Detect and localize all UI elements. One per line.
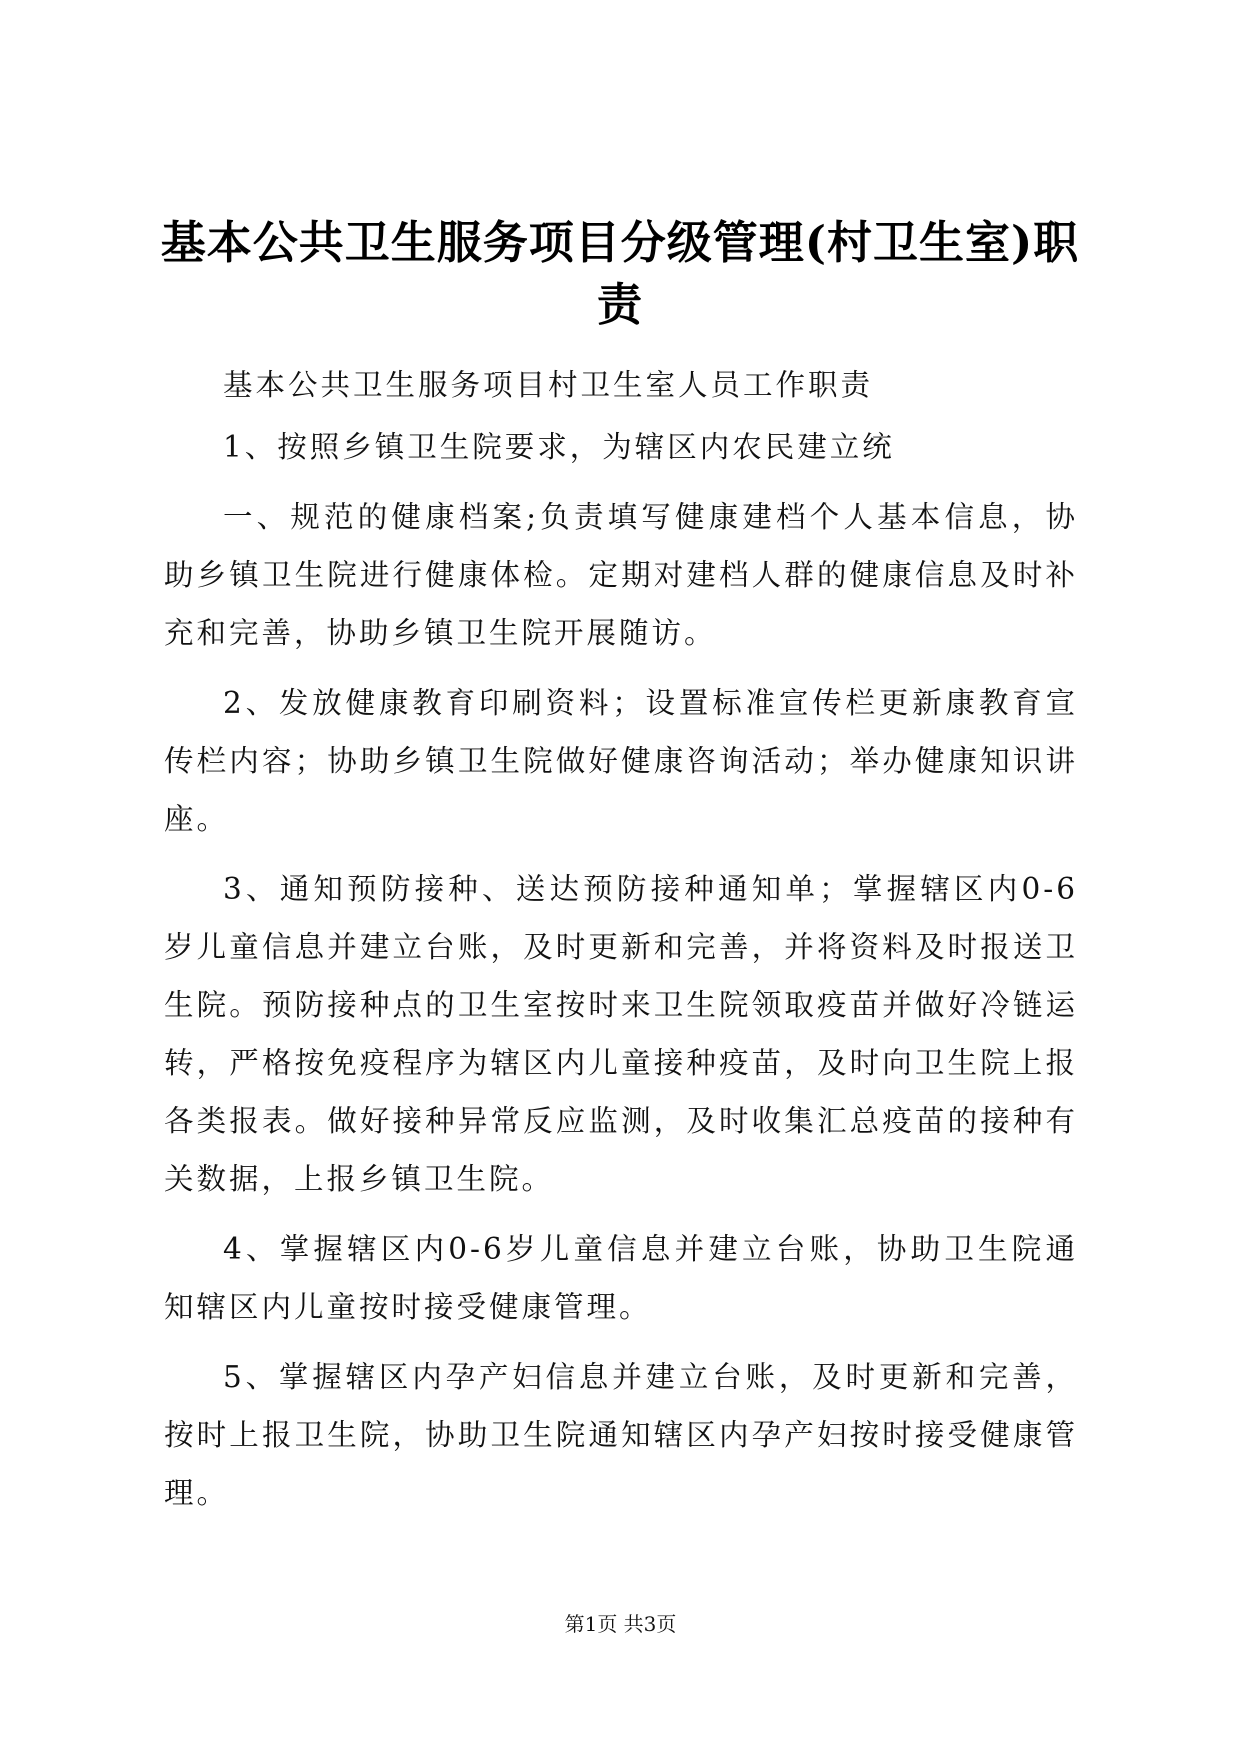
page-number-footer: 第1页 共3页 [564, 1612, 677, 1636]
paragraph-item-2: 2、发放健康教育印刷资料；设置标准宣传栏更新康教育宣传栏内容；协助乡镇卫生院做好健康咨询活动；举办健康知识讲座。 [164, 686, 1078, 836]
paragraph-item-1-continued: 一、规范的健康档案;负责填写健康建档个人基本信息，协助乡镇卫生院进行健康体检。定期对建档人群的健康信息及时补充和完善，协助乡镇卫生院开展随访。 [164, 500, 1078, 650]
document-body [164, 356, 1078, 1534]
section-heading: 基本公共卫生服务项目村卫生室人员工作职责 [223, 368, 874, 402]
paragraph-item-3: 3、通知预防接种、送达预防接种通知单；掌握辖区内0-6岁儿童信息并建立台账，及时更新和完善，并将资料及时报送卫生院。预防接种点的卫生室按时来卫生院领取疫苗并做好冷链运转，严格按免疫程序为辖区内儿童接种疫苗，及时向卫生院上报各类报表。做好接种异常反应监测，及时收集汇总疫苗的接种有关数据，上报乡镇卫生院。 [164, 872, 1078, 1196]
paragraph-item-4: 4、掌握辖区内0-6岁儿童信息并建立台账，协助卫生院通知辖区内儿童按时接受健康管理。 [164, 1232, 1078, 1324]
document-title: 基本公共卫生服务项目分级管理(村卫生室)职责 [160, 216, 1080, 331]
paragraph-item-5: 5、掌握辖区内孕产妇信息并建立台账，及时更新和完善，按时上报卫生院，协助卫生院通知辖区内孕产妇按时接受健康管理。 [164, 1360, 1078, 1510]
paragraph-item-1: 1、按照乡镇卫生院要求，为辖区内农民建立统 [223, 430, 895, 464]
